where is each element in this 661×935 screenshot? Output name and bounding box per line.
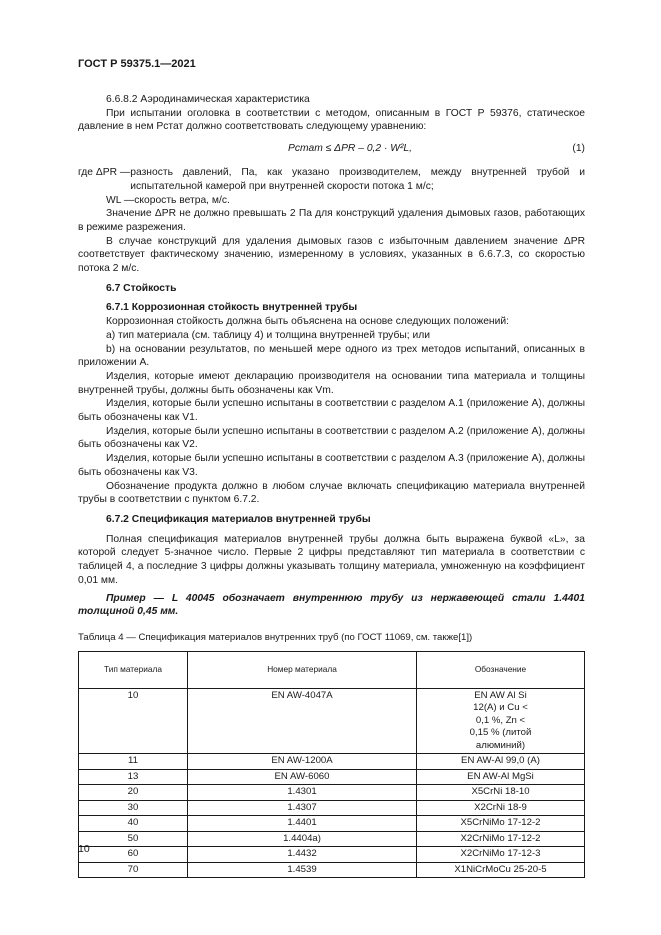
table-row <box>79 831 585 847</box>
materials-table <box>78 651 585 879</box>
table-cell: 11 <box>79 754 188 770</box>
page-number: 10 <box>78 843 90 855</box>
paragraph: Полная спецификация материалов внутренней трубы должна быть выражена буквой «L», за которой следует 5-значное число. Первые 2 цифры представляют тип материала в соответствии с таблицей 4, а последние 3 цифры должны указывать толщину материала, умноженную на коэффициент 0,01 мм. <box>78 533 585 586</box>
table-row <box>79 688 585 754</box>
table-row <box>79 847 585 863</box>
formula-expression: Pстат ≤ ΔPR – 0,2 · W²L, <box>288 143 413 155</box>
paragraph: Изделия, которые были успешно испытаны в соответствии с разделом А.1 (приложение А), должны быть обозначены как V1. <box>78 398 585 424</box>
table-cell: 1.4539 <box>188 862 417 878</box>
column-header: Номер материала <box>188 651 417 688</box>
table-row <box>79 862 585 878</box>
definitions <box>78 166 585 207</box>
table-cell: 50 <box>79 831 188 847</box>
paragraph: Значение ΔPR не должно превышать 2 Па для конструкций удаления дымовых газов, работающих в режиме разрежения. <box>78 208 585 233</box>
definition-delta-p <box>78 166 585 193</box>
paragraph: Изделия, которые были успешно испытаны в соответствии с разделом А.2 (приложение А), должны быть обозначены как V2. <box>78 425 585 451</box>
list-item-a: а) тип материала (см. таблицу 4) и толщина внутренней трубы; или <box>106 329 430 341</box>
definition-text: скорость ветра, м/с. <box>134 194 230 206</box>
column-header: Тип материала <box>79 651 188 688</box>
table-cell: 10 <box>79 688 188 754</box>
table-cell: 30 <box>79 800 188 816</box>
document-header: ГОСТ Р 59375.1—2021 <box>78 58 196 70</box>
table-caption: Таблица 4 — Спецификация материалов внутренних труб (по ГОСТ 11069, см. также[1]) <box>78 631 473 643</box>
table-cell: 1.4432 <box>188 847 417 863</box>
paragraph: Обозначение продукта должно в любом случае включать спецификацию материала внутренней трубы в соответствии с пунктом 6.7.2. <box>78 480 585 506</box>
table-cell: EN AW-4047A <box>188 688 417 754</box>
table-cell: EN AW-Al MgSi <box>417 769 585 785</box>
column-header: Обозначение <box>417 651 585 688</box>
paragraph: При испытании оголовка в соответствии с методом, описанным в ГОСТ Р 59376, статическое давление в нем Pстат должно соответствовать следующему уравнению: <box>78 107 585 133</box>
table-cell: 40 <box>79 816 188 832</box>
table-cell: 1.4404a) <box>188 831 417 847</box>
table-header-row <box>79 651 585 688</box>
example-note: Пример — L 40045 обозначает внутреннюю трубу из нержавеющей стали 1.4401 толщиной 0,45 мм. <box>78 592 585 618</box>
definition-term: WL — <box>106 194 135 206</box>
table-cell: 20 <box>79 785 188 801</box>
paragraph: Изделия, которые были успешно испытаны в соответствии с разделом А.3 (приложение А), должны быть обозначены как V3. <box>78 453 585 478</box>
table-cell: X2CrNiMo 17-12-3 <box>417 847 585 863</box>
paragraph: В случае конструкций для удаления дымовых газов с избыточным давлением значение ΔPR соответствует фактическому значению, измеренному в условиях, указанных в 6.6.7.3, со скоростью потока 2 м/с. <box>78 235 585 275</box>
table-cell: X5CrNiMo 17-12-2 <box>417 816 585 832</box>
paragraph: Коррозионная стойкость должна быть объяснена на основе следующих положений: <box>106 316 509 328</box>
table-cell: 70 <box>79 862 188 878</box>
table-row <box>79 816 585 832</box>
table-cell: X5CrNi 18-10 <box>417 785 585 801</box>
table-row <box>79 785 585 801</box>
table-cell: EN AW-1200A <box>188 754 417 770</box>
table-cell: 13 <box>79 769 188 785</box>
definition-wind-speed <box>78 194 585 208</box>
section-672-title: 6.7.2 Спецификация материалов внутренней трубы <box>106 513 371 525</box>
table-cell: X1NiCrMoCu 25-20-5 <box>417 862 585 878</box>
table-cell: 1.4301 <box>188 785 417 801</box>
page-content <box>78 93 585 878</box>
table-row <box>79 800 585 816</box>
table-cell: 1.4401 <box>188 816 417 832</box>
list-item-b: b) на основании результатов, по меньшей мере одного из трех методов испытаний, описанных в приложении А. <box>78 343 585 369</box>
table-cell: X2CrNi 18-9 <box>417 800 585 816</box>
section-671-title: 6.7.1 Коррозионная стойкость внутренней трубы <box>106 302 358 314</box>
table-cell: EN AW Al Si 12(A) и Cu < 0,1 %, Zn < 0,15 % (литой алюминий) <box>417 688 585 754</box>
table-row <box>79 754 585 770</box>
definition-text: разность давлений, Па, как указано производителем, между внутренней трубой и испытательной камерой при внутренней скорости потока 1 м/с; <box>130 167 585 192</box>
table-cell: EN AW-6060 <box>188 769 417 785</box>
formula <box>78 140 585 162</box>
table-cell: 60 <box>79 847 188 863</box>
table-cell: EN AW-Al 99,0 (A) <box>417 754 585 770</box>
table-row <box>79 769 585 785</box>
definition-term: где ΔPR — <box>78 167 131 179</box>
table-cell: X2CrNiMo 17-12-2 <box>417 831 585 847</box>
section-6682-title: 6.6.8.2 Аэродинамическая характеристика <box>106 94 310 105</box>
section-67-title: 6.7 Стойкость <box>106 282 177 294</box>
paragraph: Изделия, которые имеют декларацию производителя на основании типа материала и толщины внутренней трубы, должны быть обозначены как Vm. <box>78 370 585 396</box>
formula-number: (1) <box>572 143 585 155</box>
table-cell: 1.4307 <box>188 800 417 816</box>
